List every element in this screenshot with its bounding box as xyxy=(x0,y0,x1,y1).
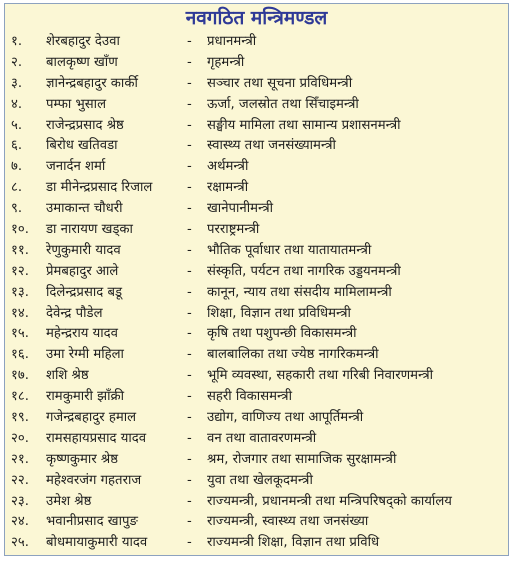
item-number: १७. xyxy=(11,368,29,384)
minister-name: देवेन्द्र पौडेल xyxy=(46,305,103,321)
minister-name: शशि श्रेष्ठ xyxy=(46,368,89,384)
item-number: ८. xyxy=(11,180,23,196)
minister-name: जनार्दन शर्मा xyxy=(46,159,106,175)
item-number: ६. xyxy=(11,138,23,154)
list-item xyxy=(5,387,508,408)
minister-name: बोधमायाकुमारी यादव xyxy=(46,535,148,551)
list-item xyxy=(5,450,508,471)
separator-dash: - xyxy=(187,430,192,446)
item-number: १८. xyxy=(11,389,29,405)
separator-dash: - xyxy=(187,117,192,133)
ministry-name: संस्कृति, पर्यटन तथा नागरिक उड्डयनमन्त्री xyxy=(207,263,401,279)
minister-name: शेरबहादुर देउवा xyxy=(46,34,120,49)
list-item xyxy=(5,116,508,137)
minister-name: कृष्णकुमार श्रेष्ठ xyxy=(46,451,119,467)
list-item xyxy=(5,74,508,95)
minister-name: डा नारायण खड्का xyxy=(46,222,133,238)
ministry-name: ऊर्जा, जलस्रोत तथा सिँचाइमन्त्री xyxy=(207,96,359,112)
item-number: २१. xyxy=(11,451,29,467)
list-item xyxy=(5,304,508,325)
separator-dash: - xyxy=(187,284,192,300)
ministry-name: सहरी विकासमन्त्री xyxy=(207,389,292,405)
item-number: १४. xyxy=(11,305,29,321)
separator-dash: - xyxy=(187,305,192,321)
list-item xyxy=(5,95,508,116)
separator-dash: - xyxy=(187,75,192,91)
list-item xyxy=(5,157,508,178)
separator-dash: - xyxy=(187,514,192,530)
separator-dash: - xyxy=(187,96,192,112)
ministry-name: भूमि व्यवस्था, सहकारी तथा गरिबी निवारणमन्त्री xyxy=(207,368,434,384)
separator-dash: - xyxy=(187,493,192,509)
item-number: ५. xyxy=(11,117,23,133)
separator-dash: - xyxy=(187,451,192,467)
item-number: २. xyxy=(11,54,23,70)
item-number: २०. xyxy=(11,430,29,446)
minister-name: उमेश श्रेष्ठ xyxy=(46,493,92,509)
minister-name: महेश्वरजंग गहतराज xyxy=(46,472,142,488)
ministry-name: कानून, न्याय तथा संसदीय मामिलामन्त्री xyxy=(207,284,392,300)
list-item xyxy=(5,345,508,366)
ministry-name: उद्योग, वाणिज्य तथा आपूर्तिमन्त्री xyxy=(207,410,364,426)
minister-name: डा मीनेन्द्रप्रसाद रिजाल xyxy=(46,180,153,196)
ministry-name: शिक्षा, विज्ञान तथा प्रविधिमन्त्री xyxy=(207,305,351,321)
ministry-name: बालबालिका तथा ज्येष्ठ नागरिकमन्त्री xyxy=(207,347,379,363)
list-item xyxy=(5,199,508,220)
ministry-name: अर्थमन्त्री xyxy=(207,159,249,175)
item-number: ३. xyxy=(11,75,23,91)
minister-name: राजेन्द्रप्रसाद श्रेष्ठ xyxy=(46,117,124,133)
minister-name: रामकुमारी झाँक्री xyxy=(46,389,125,405)
list-item xyxy=(5,220,508,241)
item-number: १. xyxy=(11,34,23,49)
item-number: ४. xyxy=(11,96,23,112)
separator-dash: - xyxy=(187,263,192,279)
ministry-name: राज्यमन्त्री, प्रधानमन्त्री तथा मन्त्रिपरिषद्को कार्यालय xyxy=(207,493,452,509)
list-item xyxy=(5,136,508,157)
separator-dash: - xyxy=(187,389,192,405)
list-item xyxy=(5,533,508,554)
ministry-name: परराष्ट्रमन्त्री xyxy=(207,222,260,238)
list-item xyxy=(5,366,508,387)
ministry-name: स्वास्थ्य तथा जनसंख्यामन्त्री xyxy=(207,138,336,154)
minister-name: उमाकान्त चौधरी xyxy=(46,201,123,217)
separator-dash: - xyxy=(187,222,192,238)
minister-name: गजेन्द्रबहादुर हमाल xyxy=(46,410,137,426)
list-item xyxy=(5,241,508,262)
separator-dash: - xyxy=(187,159,192,175)
minister-list xyxy=(5,32,508,554)
ministry-name: युवा तथा खेलकूदमन्त्री xyxy=(207,472,313,488)
minister-name: ज्ञानेन्द्रबहादुर कार्की xyxy=(46,75,138,91)
ministry-name: भौतिक पूर्वाधार तथा यातायातमन्त्री xyxy=(207,242,372,258)
item-number: १२. xyxy=(11,263,29,279)
minister-name: भवानीप्रसाद खापुङ xyxy=(46,514,138,530)
separator-dash: - xyxy=(187,54,192,70)
separator-dash: - xyxy=(187,472,192,488)
separator-dash: - xyxy=(187,242,192,258)
list-item xyxy=(5,178,508,199)
item-number: २३. xyxy=(11,493,29,509)
separator-dash: - xyxy=(187,201,192,217)
minister-name: रामसहायप्रसाद यादव xyxy=(46,430,147,446)
item-number: १६. xyxy=(11,347,29,363)
list-item xyxy=(5,324,508,345)
minister-name: पम्फा भुसाल xyxy=(46,96,107,112)
list-item xyxy=(5,53,508,74)
minister-name: महेन्द्रराय यादव xyxy=(46,326,119,342)
ministry-name: खानेपानीमन्त्री xyxy=(207,201,274,217)
item-number: २५. xyxy=(11,535,29,551)
item-number: १०. xyxy=(11,222,29,238)
list-item xyxy=(5,283,508,304)
ministry-name: राज्यमन्त्री शिक्षा, विज्ञान तथा प्रविधि xyxy=(207,535,380,551)
item-number: ७. xyxy=(11,159,23,175)
ministry-name: सङ्घीय मामिला तथा सामान्य प्रशासनमन्त्री xyxy=(207,117,401,133)
item-number: १९. xyxy=(11,410,29,426)
list-item xyxy=(5,512,508,533)
separator-dash: - xyxy=(187,180,192,196)
item-number: २२. xyxy=(11,472,29,488)
ministry-name: राज्यमन्त्री, स्वास्थ्य तथा जनसंख्या xyxy=(207,514,369,530)
separator-dash: - xyxy=(187,368,192,384)
minister-name: उमा रेग्मी महिला xyxy=(46,347,124,363)
ministry-name: गृहमन्त्री xyxy=(207,54,245,70)
item-number: २४. xyxy=(11,514,29,530)
separator-dash: - xyxy=(187,535,192,551)
list-item xyxy=(5,408,508,429)
ministry-name: कृषि तथा पशुपन्छी विकासमन्त्री xyxy=(207,326,357,342)
minister-name: प्रेमबहादुर आले xyxy=(46,263,119,279)
separator-dash: - xyxy=(187,34,192,49)
separator-dash: - xyxy=(187,138,192,154)
separator-dash: - xyxy=(187,326,192,342)
list-item xyxy=(5,262,508,283)
separator-dash: - xyxy=(187,347,192,363)
cabinet-list-panel xyxy=(4,3,509,556)
minister-name: बिरोध खतिवडा xyxy=(46,138,118,154)
list-item xyxy=(5,429,508,450)
ministry-name: सञ्चार तथा सूचना प्रविधिमन्त्री xyxy=(207,75,353,91)
minister-name: दिलेन्द्रप्रसाद बडू xyxy=(46,284,123,300)
item-number: १५. xyxy=(11,326,29,342)
item-number: ९. xyxy=(11,201,23,217)
ministry-name: वन तथा वातावरणमन्त्री xyxy=(207,430,317,446)
page-title: नवगठित मन्त्रिमण्डल xyxy=(185,7,328,29)
minister-name: बालकृष्ण खाँण xyxy=(46,54,118,70)
list-item xyxy=(5,471,508,492)
separator-dash: - xyxy=(187,410,192,426)
ministry-name: श्रम, रोजगार तथा सामाजिक सुरक्षामन्त्री xyxy=(207,451,397,467)
list-item xyxy=(5,492,508,513)
item-number: ११. xyxy=(11,242,29,258)
list-item xyxy=(5,32,508,53)
ministry-name: प्रधानमन्त्री xyxy=(207,34,257,49)
minister-name: रेणुकुमारी यादव xyxy=(46,242,121,258)
item-number: १३. xyxy=(11,284,29,300)
ministry-name: रक्षामन्त्री xyxy=(207,180,249,196)
